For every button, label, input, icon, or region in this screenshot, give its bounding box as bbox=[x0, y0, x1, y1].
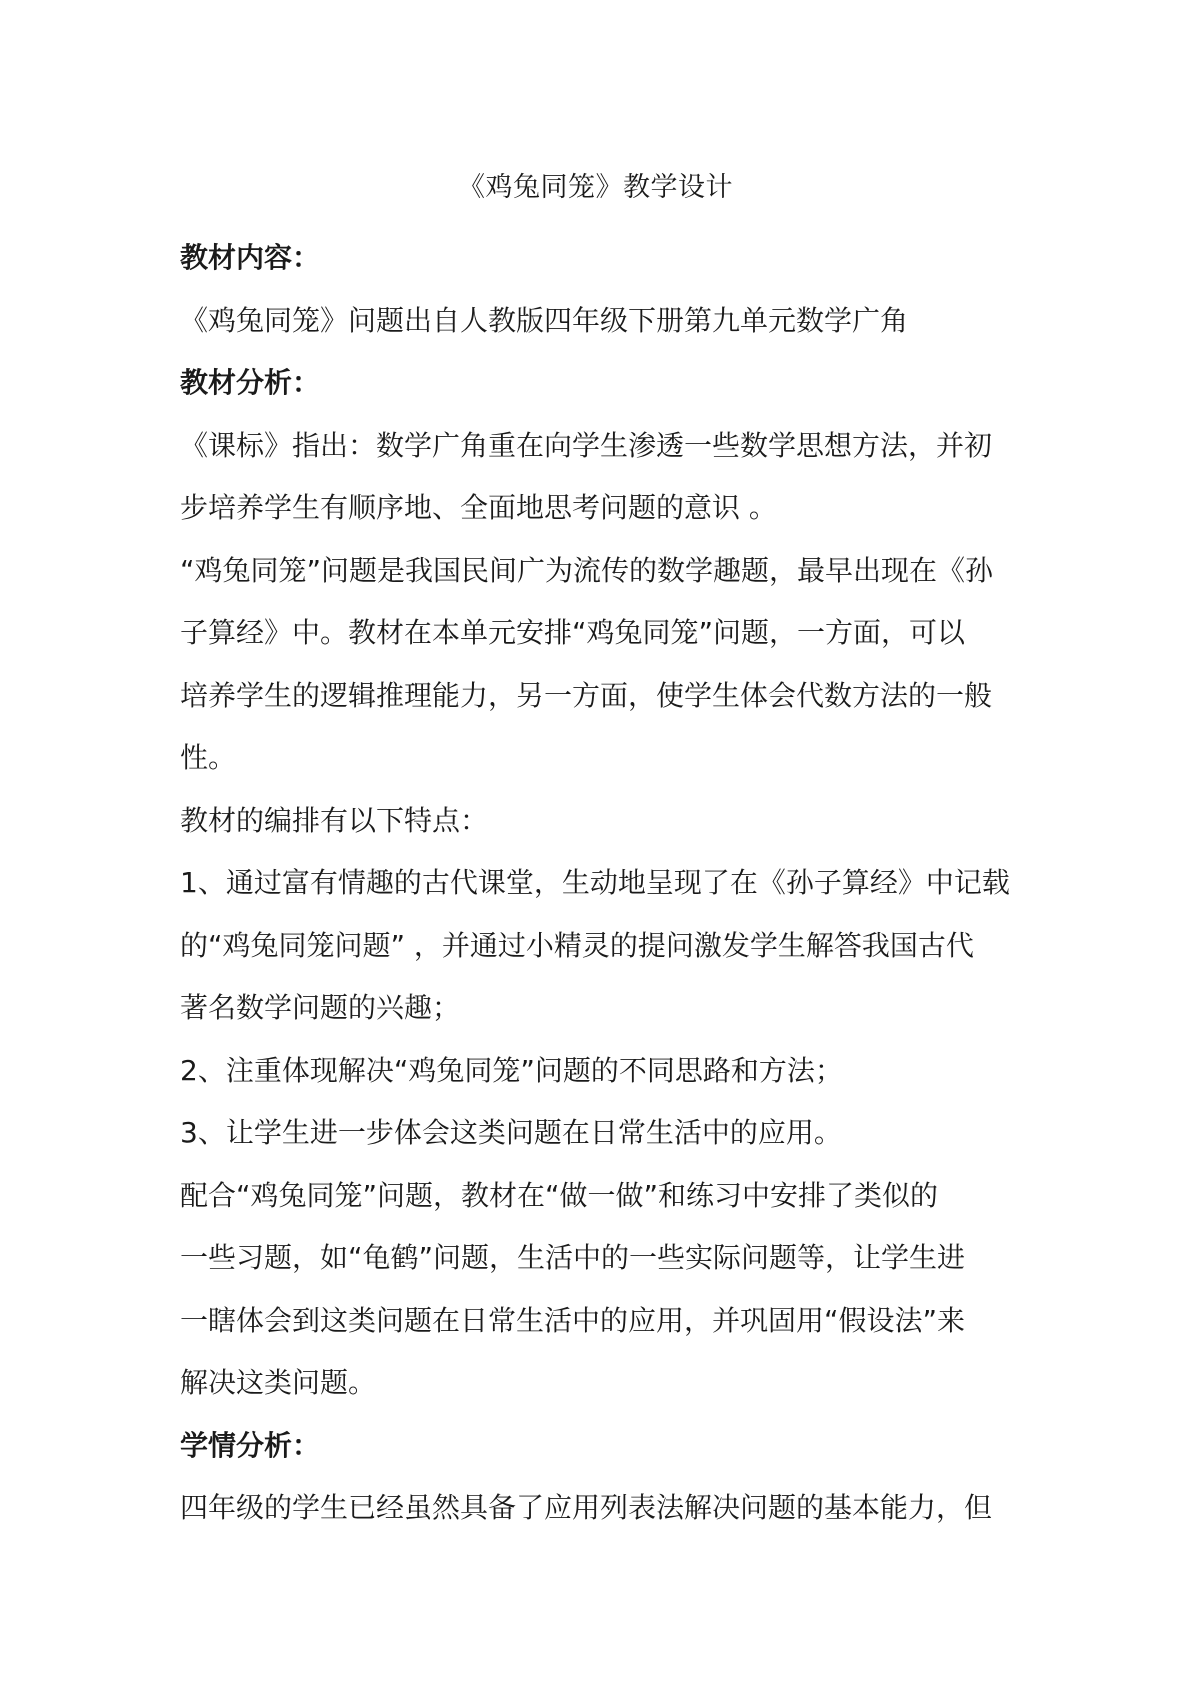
section-heading: 教材内容： bbox=[180, 241, 321, 274]
paragraph-line: 性。 bbox=[180, 741, 237, 774]
paragraph-line: 子算经》中。教材在本单元安排“鸡兔同笼”问题，一方面，可以 bbox=[180, 616, 966, 649]
document-title: 《鸡兔同笼》教学设计 bbox=[458, 172, 733, 203]
paragraph-line: 1、通过富有情趣的古代课堂，生动地呈现了在《孙子算经》中记载 bbox=[180, 866, 1010, 899]
paragraph-line: 四年级的学生已经虽然具备了应用列表法解决问题的基本能力，但 bbox=[180, 1491, 993, 1524]
paragraph-line: 培养学生的逻辑推理能力，另一方面，使学生体会代数方法的一般 bbox=[180, 678, 993, 712]
paragraph-line: 步培养学生有顺序地、全面地思考问题的意识 。 bbox=[180, 491, 777, 524]
document-body bbox=[180, 227, 1020, 1540]
paragraph-line: 著名数学问题的兴趣； bbox=[180, 991, 461, 1024]
paragraph-line: 教材的编排有以下特点： bbox=[180, 803, 489, 837]
paragraph-line: “鸡兔同笼”问题是我国民间广为流传的数学趣题，最早出现在《孙 bbox=[180, 553, 994, 587]
paragraph-line: 《鸡兔同笼》问题出自人教版四年级下册第九单元数学广角 bbox=[180, 303, 909, 337]
paragraph-line: 2、注重体现解决“鸡兔同笼”问题的不同思路和方法； bbox=[180, 1053, 843, 1087]
section-heading: 教材分析： bbox=[180, 366, 321, 399]
paragraph-line: 3、让学生进一步体会这类问题在日常生活中的应用。 bbox=[180, 1116, 842, 1149]
paragraph-line: 的“鸡兔同笼问题” ，并通过小精灵的提问激发学生解答我国古代 bbox=[180, 928, 974, 962]
paragraph-line: 《课标》指出：数学广角重在向学生渗透一些数学思想方法，并初 bbox=[180, 428, 993, 462]
section-heading: 学情分析： bbox=[180, 1428, 321, 1462]
paragraph-line: 一些习题，如“龟鹤”问题，生活中的一些实际问题等，让学生进 bbox=[180, 1241, 966, 1274]
paragraph-line: 配合“鸡兔同笼”问题，教材在“做一做”和练习中安排了类似的 bbox=[180, 1178, 939, 1212]
paragraph-line: 解决这类问题。 bbox=[180, 1366, 377, 1399]
paragraph-line: 一瞎体会到这类问题在日常生活中的应用，并巩固用“假设法”来 bbox=[180, 1303, 966, 1337]
